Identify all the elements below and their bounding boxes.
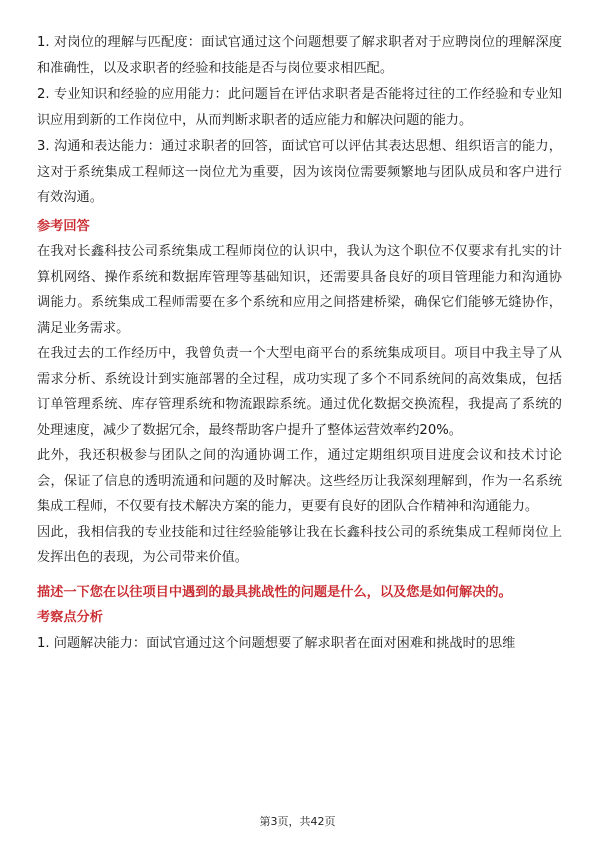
reference-paragraph-4: 因此，我相信我的专业技能和过往经验能够让我在长鑫科技公司的系统集成工程师岗位上发挥出色的表现，为公司带来价值。 [37,524,562,565]
analysis-item-1: 1. 对岗位的理解与匹配度：面试官通过这个问题想要了解求职者对于应聘岗位的理解深度和准确性，以及求职者的经验和技能是否与岗位要求相匹配。 [37,35,562,76]
analysis-next-item: 1. 问题解决能力：面试官通过这个问题想要了解求职者在面对困难和挑战时的思维 [37,635,516,651]
analysis-heading: 考察点分析 [37,610,103,625]
page-content [37,30,562,656]
analysis-item-3: 3. 沟通和表达能力：通过求职者的回答，面试官可以评估其表达思想、组织语言的能力，这对于系统集成工程师这一岗位尤为重要，因为该岗位需要频繁地与团队成员和客户进行有效沟通。 [37,139,562,205]
reference-paragraph-1: 在我对长鑫科技公司系统集成工程师岗位的认识中，我认为这个职位不仅要求有扎实的计算机网络、操作系统和数据库管理等基础知识，还需要具备良好的项目管理能力和沟通协调能力。系统集成工程师需要在多个系统和应用之间搭建桥梁，确保它们能够无缝协作，满足业务需求。 [37,244,562,336]
analysis-item-2: 2. 专业知识和经验的应用能力：此问题旨在评估求职者是否能将过往的工作经验和专业知识应用到新的工作岗位中，从而判断求职者的适应能力和解决问题的能力。 [37,87,562,128]
interview-question: 描述一下您在以往项目中遇到的最具挑战性的问题是什么，以及您是如何解决的。 [37,584,512,600]
reference-answer-heading: 参考回答 [37,218,90,234]
reference-paragraph-3: 此外，我还积极参与团队之间的沟通协调工作，通过定期组织项目进度会议和技术讨论会，保证了信息的透明流通和问题的及时解决。这些经历让我深刻理解到，作为一名系统集成工程师，不仅要有技术解决方案的能力，更要有良好的团队合作精神和沟通能力。 [37,448,562,514]
reference-paragraph-2: 在我过去的工作经历中，我曾负责一个大型电商平台的系统集成项目。项目中我主导了从需求分析、系统设计到实施部署的全过程，成功实现了多个不同系统间的高效集成，包括订单管理系统、库存管理系统和物流跟踪系统。通过优化数据交换流程，我提高了系统的处理速度，减少了数据冗余，最终帮助客户提升了整体运营效率约20%。 [37,346,562,438]
page-number: 第3页，共42页 [259,815,336,828]
